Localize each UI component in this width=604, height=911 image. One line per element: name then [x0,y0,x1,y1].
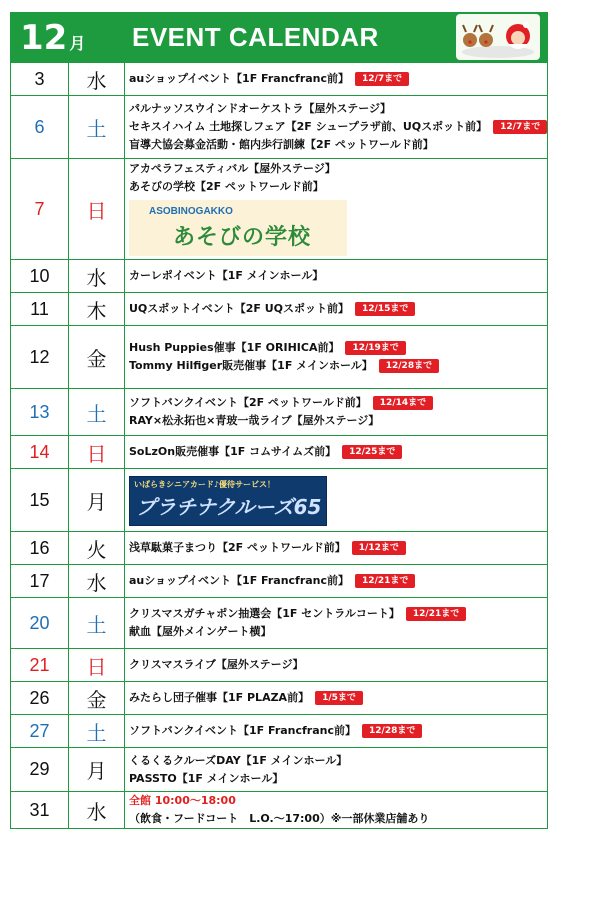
weekday-cell: 日 [69,159,125,260]
date-cell: 26 [11,682,69,715]
event-item [129,70,547,88]
event-text: RAY×松永拓也×青玻一哉ライブ【屋外ステージ】 [129,414,380,427]
event-text: アカペラフェスティバル【屋外ステージ】 [129,162,336,175]
date-cell: 29 [11,748,69,792]
event-item [129,770,547,788]
events-cell [125,96,548,159]
event-text: くるくるクルーズDAY【1F メインホール】 [129,753,348,767]
weekday-cell: 金 [69,326,125,389]
event-item [129,792,547,810]
event-text: 全館 10:00～18:00 [129,794,236,807]
until-date-badge: 12/7まで [355,72,409,86]
until-date-badge: 12/21まで [406,607,466,621]
until-date-badge: 1/12まで [352,541,406,555]
until-date-badge: 12/25まで [342,445,402,459]
event-text: Hush Puppies催事【1F ORIHICA前】 [129,341,340,354]
calendar-row [11,159,548,260]
platinum-cruise-65-banner [129,476,327,526]
event-item [129,656,547,674]
calendar-header [10,12,548,62]
calendar-row [11,565,548,598]
events-cell [125,260,548,293]
date-cell: 17 [11,565,69,598]
calendar-row [11,532,548,565]
until-date-badge: 1/5まで [315,691,363,705]
weekday-cell: 月 [69,469,125,532]
event-text: ソフトバンクイベント【2F ペットワールド前】 [129,396,367,409]
event-text: パルナッソスウインドオーケストラ【屋外ステージ】 [129,102,392,115]
weekday-cell: 土 [69,715,125,748]
events-cell [125,649,548,682]
event-item [129,443,547,461]
event-text: auショップイベント【1F Francfranc前】 [129,574,350,587]
event-item [129,136,547,154]
calendar-row [11,63,548,96]
date-cell: 11 [11,293,69,326]
date-cell: 16 [11,532,69,565]
event-item [129,689,547,707]
weekday-cell: 火 [69,532,125,565]
date-cell: 15 [11,469,69,532]
events-cell [125,159,548,260]
event-item [129,605,547,623]
event-text: クリスマスライブ【屋外ステージ】 [129,658,304,671]
event-item [129,178,547,196]
events-cell [125,63,548,96]
event-item [129,572,547,590]
event-text: Tommy Hilfiger販売催事【1F メインホール】 [129,359,373,372]
date-cell: 14 [11,436,69,469]
events-cell [125,326,548,389]
event-text: PASSTO【1F メインホール】 [129,771,284,785]
calendar-row [11,293,548,326]
weekday-cell: 水 [69,792,125,829]
weekday-cell: 水 [69,565,125,598]
event-item [129,300,547,318]
event-text: SoLzOn販売催事【1F コムサイムズ前】 [129,445,337,458]
event-item [129,160,547,178]
calendar-row [11,598,548,649]
calendar-row [11,748,548,792]
until-date-badge: 12/19まで [345,341,405,355]
events-cell [125,389,548,436]
event-text: UQスポットイベント【2F UQスポット前】 [129,302,350,315]
weekday-cell: 水 [69,63,125,96]
event-item [129,394,547,412]
event-text: 献血【屋外メインゲート横】 [129,625,272,638]
events-cell [125,748,548,792]
event-item [129,810,547,828]
event-text: 浅草駄菓子まつり【2F ペットワールド前】 [129,541,346,554]
calendar-row [11,326,548,389]
until-date-badge: 12/15まで [355,302,415,316]
calendar-row [11,792,548,829]
event-item [129,412,547,430]
event-text: auショップイベント【1F Francfranc前】 [129,72,350,85]
date-cell: 10 [11,260,69,293]
weekday-cell: 土 [69,389,125,436]
month-unit: 月 [69,34,86,53]
events-cell [125,715,548,748]
events-cell [125,682,548,715]
calendar-row [11,715,548,748]
date-cell: 12 [11,326,69,389]
events-cell [125,293,548,326]
date-cell: 27 [11,715,69,748]
platinum-banner-title: プラチナクルーズ65 [136,495,322,519]
weekday-cell: 日 [69,649,125,682]
asobinogakko-logo-title: あそびの学校 [173,225,312,250]
event-item [129,752,547,770]
date-cell: 31 [11,792,69,829]
until-date-badge: 12/21まで [355,574,415,588]
event-item [129,539,547,557]
event-item [129,339,547,357]
date-cell: 6 [11,96,69,159]
asobinogakko-logo [129,200,347,256]
calendar-row [11,436,548,469]
event-item [129,118,547,136]
event-text: ソフトバンクイベント【1F Francfranc前】 [129,724,357,737]
event-item [129,267,547,285]
until-date-badge: 12/7まで [493,120,547,134]
calendar-row [11,96,548,159]
event-text: セキスイハイム 土地探しフェア【2F シュープラザ前、UQスポット前】 [129,120,488,133]
event-text: （飲食・フードコート L.O.～17:00）※一部休業店舗あり [129,812,430,825]
event-calendar-table [10,62,548,829]
until-date-badge: 12/28まで [362,724,422,738]
events-cell [125,436,548,469]
weekday-cell: 木 [69,293,125,326]
calendar-row [11,389,548,436]
event-text: クリスマスガチャポン抽選会【1F セントラルコート】 [129,607,400,620]
until-date-badge: 12/28まで [379,359,439,373]
calendar-row [11,469,548,532]
calendar-row [11,682,548,715]
event-item [129,722,547,740]
weekday-cell: 月 [69,748,125,792]
date-cell: 20 [11,598,69,649]
events-cell [125,598,548,649]
event-item [129,623,547,641]
until-date-badge: 12/14まで [373,396,433,410]
events-cell [125,469,548,532]
date-cell: 21 [11,649,69,682]
event-item [129,100,547,118]
asobinogakko-logo-top: ASOBINOGAKKO [149,206,233,217]
santa-reindeer-icon [456,14,540,60]
event-text: あそびの学校【2F ペットワールド前】 [129,180,324,193]
weekday-cell: 土 [69,598,125,649]
event-text: みたらし団子催事【1F PLAZA前】 [129,691,310,704]
events-cell [125,792,548,829]
calendar-row [11,260,548,293]
platinum-banner-top: いばらきシニアカード♪優待サービス！ [134,480,276,489]
event-text: カーレポイベント【1F メインホール】 [129,269,324,282]
date-cell: 13 [11,389,69,436]
weekday-cell: 水 [69,260,125,293]
events-cell [125,532,548,565]
weekday-cell: 金 [69,682,125,715]
weekday-cell: 土 [69,96,125,159]
date-cell: 7 [11,159,69,260]
month-number: 12 [20,18,68,58]
date-cell: 3 [11,63,69,96]
calendar-row [11,649,548,682]
event-text: 盲導犬協会募金活動・館内歩行訓練【2F ペットワールド前】 [129,138,434,151]
event-item [129,357,547,375]
events-cell [125,565,548,598]
weekday-cell: 日 [69,436,125,469]
page-title: EVENT CALENDAR [132,22,379,52]
month-label [20,18,85,58]
